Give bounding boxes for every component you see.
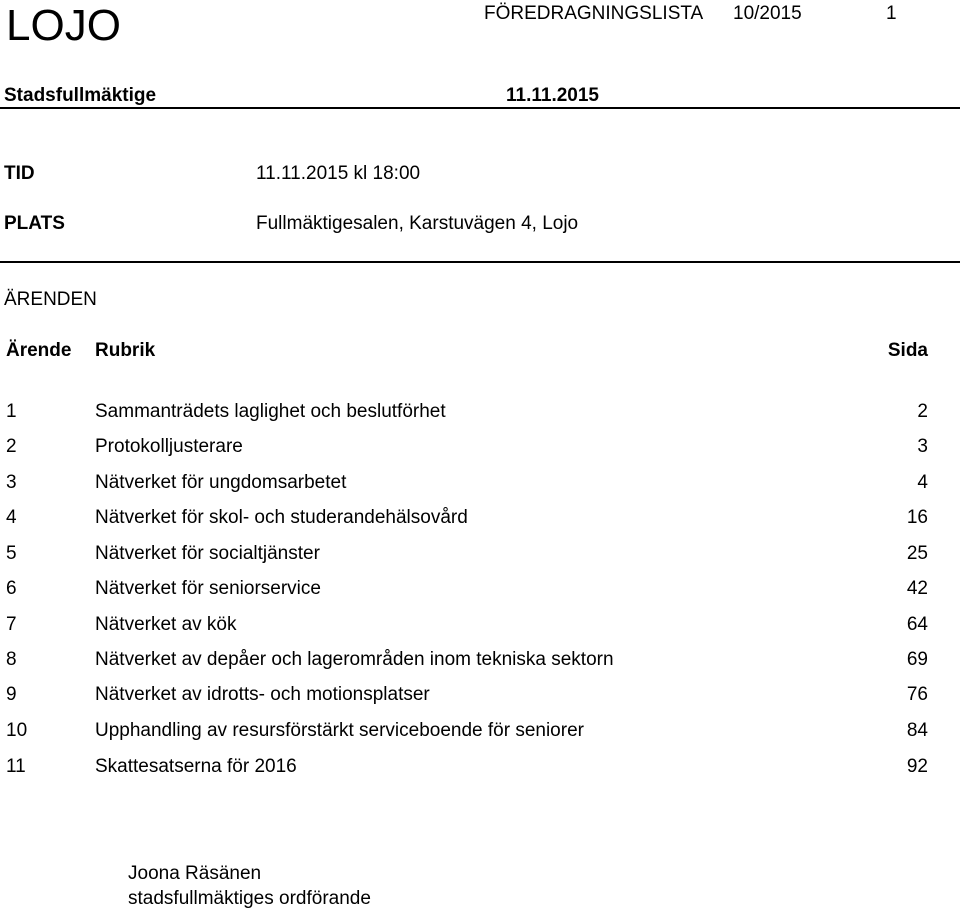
agenda-item-number: 11	[6, 756, 26, 777]
agenda-item-page: 16	[906, 507, 928, 528]
agenda-item-title: Nätverket av depåer och lagerområden inom tekniska sektorn	[95, 649, 614, 670]
agenda-item-title: Nätverket för ungdomsarbetet	[95, 472, 347, 493]
agenda-item-title: Nätverket av kök	[95, 614, 237, 635]
agenda-row	[0, 756, 960, 780]
meeting-date: 11.11.2015	[506, 85, 599, 106]
header-divider	[0, 107, 960, 109]
logo-text: LOJO	[6, 1, 121, 50]
agenda-item-title: Upphandling av resursförstärkt serviceboende för seniorer	[95, 720, 584, 741]
agenda-item-number: 7	[6, 614, 17, 635]
time-value: 11.11.2015 kl 18:00	[256, 163, 421, 184]
document-type: FÖREDRAGNINGSLISTA	[484, 3, 704, 24]
agenda-item-number: 6	[6, 578, 17, 599]
agenda-item-page: 64	[906, 614, 928, 635]
agenda-section-title: ÄRENDEN	[4, 289, 97, 310]
agenda-item-number: 8	[6, 649, 17, 670]
place-label: PLATS	[4, 213, 65, 234]
agenda-row	[0, 578, 960, 602]
agenda-row	[0, 684, 960, 708]
page-number: 1	[886, 3, 897, 24]
time-label: TID	[4, 163, 35, 184]
list-number: 10/2015	[733, 3, 802, 24]
agenda-item-page: 2	[917, 401, 928, 422]
agenda-item-title: Nätverket för skol- och studerandehälsovård	[95, 507, 468, 528]
agenda-item-page: 76	[906, 684, 928, 705]
column-header-page: Sida	[887, 340, 928, 361]
agenda-row	[0, 401, 960, 425]
agenda-item-page: 84	[906, 720, 928, 741]
agenda-item-page: 25	[906, 543, 928, 564]
signatory-name: Joona Räsänen	[128, 863, 262, 884]
agenda-item-number: 10	[6, 720, 28, 741]
agenda-item-number: 5	[6, 543, 17, 564]
agenda-row	[0, 543, 960, 567]
organ-name: Stadsfullmäktige	[4, 85, 157, 106]
agenda-item-number: 2	[6, 436, 17, 457]
agenda-row	[0, 649, 960, 673]
agenda-item-page: 3	[917, 436, 928, 457]
agenda-item-title: Nätverket av idrotts- och motionsplatser	[95, 684, 430, 705]
agenda-item-page: 69	[906, 649, 928, 670]
agenda-item-number: 9	[6, 684, 17, 705]
agenda-row	[0, 436, 960, 460]
details-divider	[0, 261, 960, 263]
agenda-row	[0, 507, 960, 531]
agenda-item-title: Protokolljusterare	[95, 436, 243, 457]
agenda-item-title: Nätverket för socialtjänster	[95, 543, 320, 564]
agenda-item-number: 4	[6, 507, 17, 528]
agenda-row	[0, 472, 960, 496]
agenda-item-title: Nätverket för seniorservice	[95, 578, 321, 599]
agenda-item-number: 3	[6, 472, 17, 493]
agenda-item-page: 4	[917, 472, 928, 493]
signatory-role: stadsfullmäktiges ordförande	[128, 888, 371, 909]
agenda-item-page: 92	[906, 756, 928, 777]
column-header-title: Rubrik	[95, 340, 156, 361]
column-header-item: Ärende	[6, 340, 72, 361]
agenda-item-title: Sammanträdets laglighet och beslutförhet	[95, 401, 446, 422]
agenda-item-number: 1	[6, 401, 17, 422]
agenda-row	[0, 614, 960, 638]
agenda-item-page: 42	[906, 578, 928, 599]
agenda-row	[0, 720, 960, 744]
agenda-item-title: Skattesatserna för 2016	[95, 756, 297, 777]
place-value: Fullmäktigesalen, Karstuvägen 4, Lojo	[256, 213, 579, 234]
